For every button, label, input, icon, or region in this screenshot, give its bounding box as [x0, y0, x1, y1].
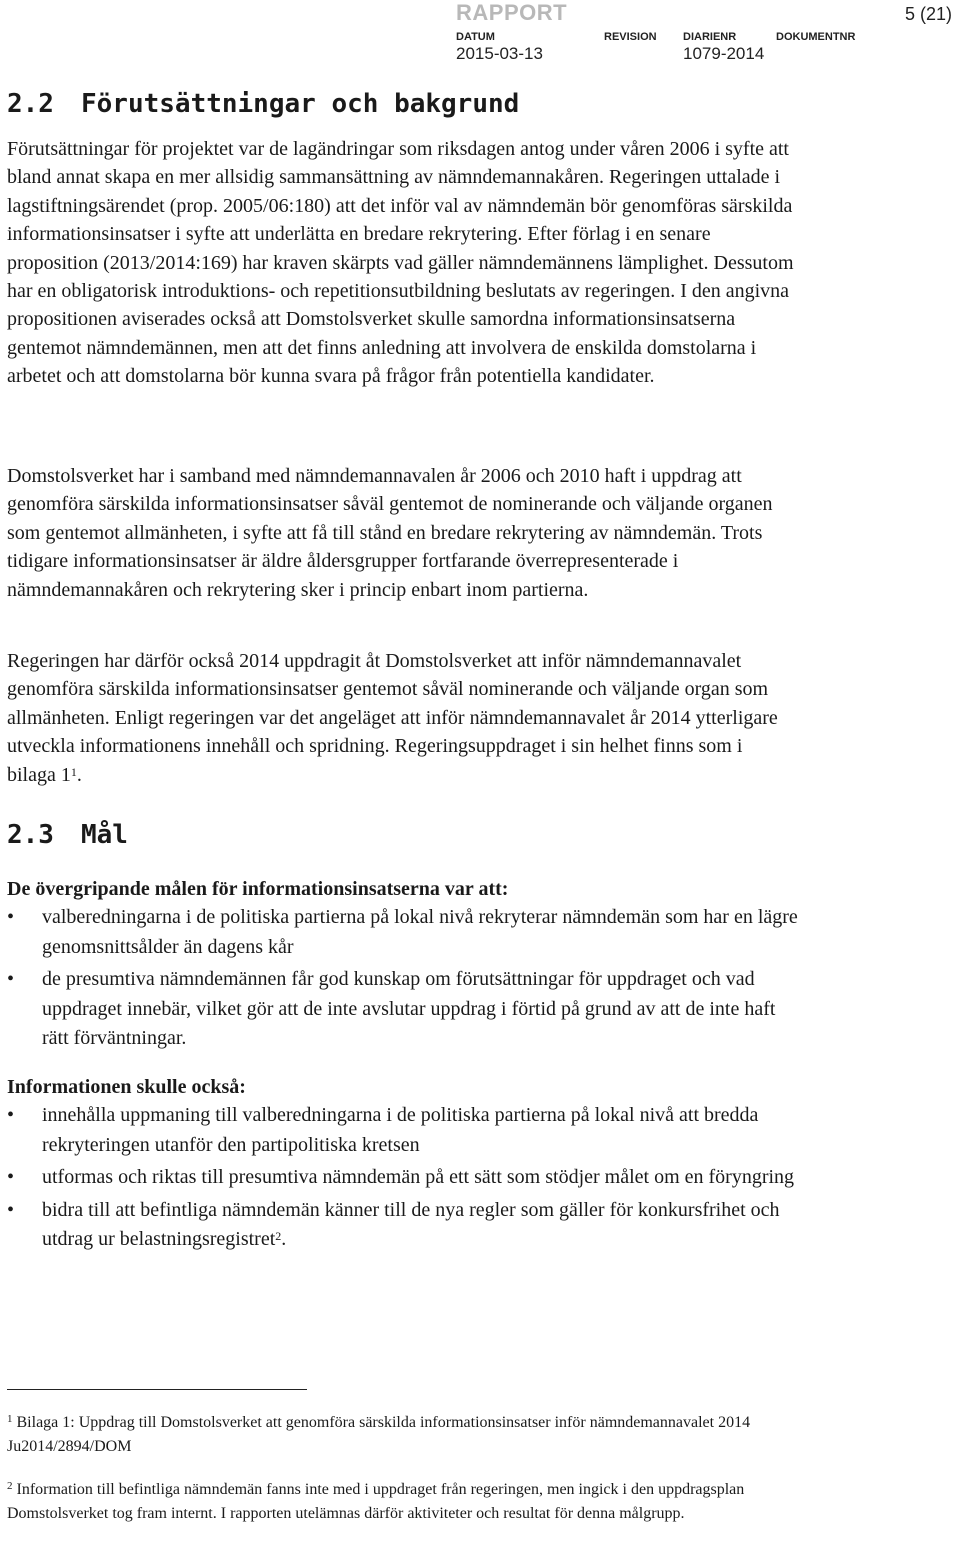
list-item-text: bidra till att befintliga nämndemän känner till de nya regler som gäller för konkursfrihet och utdrag ur belastningsregistret: [42, 1198, 780, 1250]
paragraph-3-text: Regeringen har därför också 2014 uppdragit åt Domstolsverket att inför nämndemannavalet genomföra särskilda informationsinsatser gentemot såväl nominerande och väljande organ som allmänheten. Enligt regeringen var det angeläget att inför nämndemannavalet år 2014 ytterligare utveckla informationens innehåll och spridning. Regeringsuppdraget i sin helhet finns som i bilaga 1: [7, 650, 778, 786]
list-item: • innehålla uppmaning till valberedningarna i de politiska partierna på lokal nivå att bredda rekryteringen utanför den partipolitiska kretsen: [7, 1101, 807, 1160]
section-number: 2.2: [7, 89, 54, 119]
list-item: • de presumtiva nämndemännen får god kunskap om förutsättningar för uppdraget och vad uppdraget innebär, vilket gör att de inte avslutar uppdrag i förtid på grund av att de inte haft rätt förväntningar.: [7, 965, 807, 1054]
page-number: 5 (21): [904, 4, 952, 24]
footnote-mark: 1: [7, 1413, 13, 1425]
paragraph-3: [7, 647, 795, 789]
list-item: • valberedningarna i de politiska partierna på lokal nivå rekryterar nämndemän som har en lägre genomsnittsålder än dagens kår: [7, 903, 807, 962]
subheading-information: Informationen skulle också:: [7, 1076, 246, 1098]
paragraph-1: Förutsättningar för projektet var de lagändringar som riksdagen antog under våren 2006 i syfte att bland annat skapa en mer allsidig sammansättning av nämndemannakåren. Regeringen uttalade i lagstiftningsärendet (prop. 2005/06:180) att det inför val av nämndemän bör genomföras särskilda informationsinsatser i syfte att underlätta en bredare rekrytering. Efter förlag i en senare proposition (2013/2014:169) har kraven skärpts vad gäller nämndemännens lämplighet. Dessutom har en obligatorisk introduktions- och repetitionsutbildning beslutats av regeringen. I den angivna propositionen aviserades också att Domstolsverket skulle samordna informationsinsatserna gentemot nämndemännen, men att det finns anledning att involvera de enskilda domstolarna i arbetet och att domstolarna bör kunna svara på frågor från potentiella kandidater.: [7, 138, 794, 388]
section-heading-2-2: [7, 89, 519, 119]
footnote-text: Bilaga 1: Uppdrag till Domstolsverket att genomföra särskilda informationsinsatser inför nämndemannavalet 2014 Ju2014/2894/DOM: [7, 1414, 751, 1455]
footnote-text: Information till befintliga nämndemän fanns inte med i uppdraget från regeringen, men ingick i den uppdragsplan Domstolsverket tog fram internt. I rapporten utelämnas därför aktiviteter och resultat för denna målgrupp.: [7, 1481, 745, 1522]
dokumentnr-label: DOKUMENTNR: [776, 31, 856, 43]
goals-list: [7, 903, 807, 1057]
diarienr-value: 1079-2014: [683, 44, 765, 63]
footnote-1: [7, 1411, 797, 1459]
section-number: 2.3: [7, 820, 54, 850]
subheading-goals: De övergripande målen för informationsinsatserna var att:: [7, 878, 509, 900]
footnote-ref-2[interactable]: 2: [275, 1229, 282, 1243]
diarienr-label: DIARIENR: [683, 31, 737, 43]
list-item-end: .: [281, 1228, 287, 1250]
report-title: RAPPORT: [456, 0, 568, 25]
information-list: [7, 1101, 807, 1258]
footnote-ref-1[interactable]: 1: [70, 764, 77, 779]
list-item: [7, 1196, 807, 1255]
list-item: • utformas och riktas till presumtiva nämndemän på ett sätt som stödjer målet om en föryngring: [7, 1163, 807, 1193]
datum-value: 2015-03-13: [456, 44, 543, 63]
footnote-divider: [7, 1389, 307, 1390]
footnote-mark: 2: [7, 1480, 13, 1492]
section-heading-2-3: [7, 820, 128, 850]
paragraph-2: Domstolsverket har i samband med nämndemannavalen år 2006 och 2010 haft i uppdrag att genomföra särskilda informationsinsatser såväl gentemot de nominerande och väljande organen som gentemot allmänheten, i syfte att få till stånd en bredare rekrytering av nämndemän. Trots tidigare informationsinsatser är äldre åldersgrupper fortfarande överrepresenterade i nämndemannakåren och rekrytering sker i princip enbart inom partierna.: [7, 465, 773, 601]
paragraph-3-end: .: [76, 763, 82, 786]
section-title: Förutsättningar och bakgrund: [81, 89, 520, 119]
revision-label: REVISION: [604, 31, 657, 43]
footnote-2: [7, 1478, 797, 1526]
section-title: Mål: [81, 820, 128, 850]
datum-label: DATUM: [456, 31, 495, 43]
